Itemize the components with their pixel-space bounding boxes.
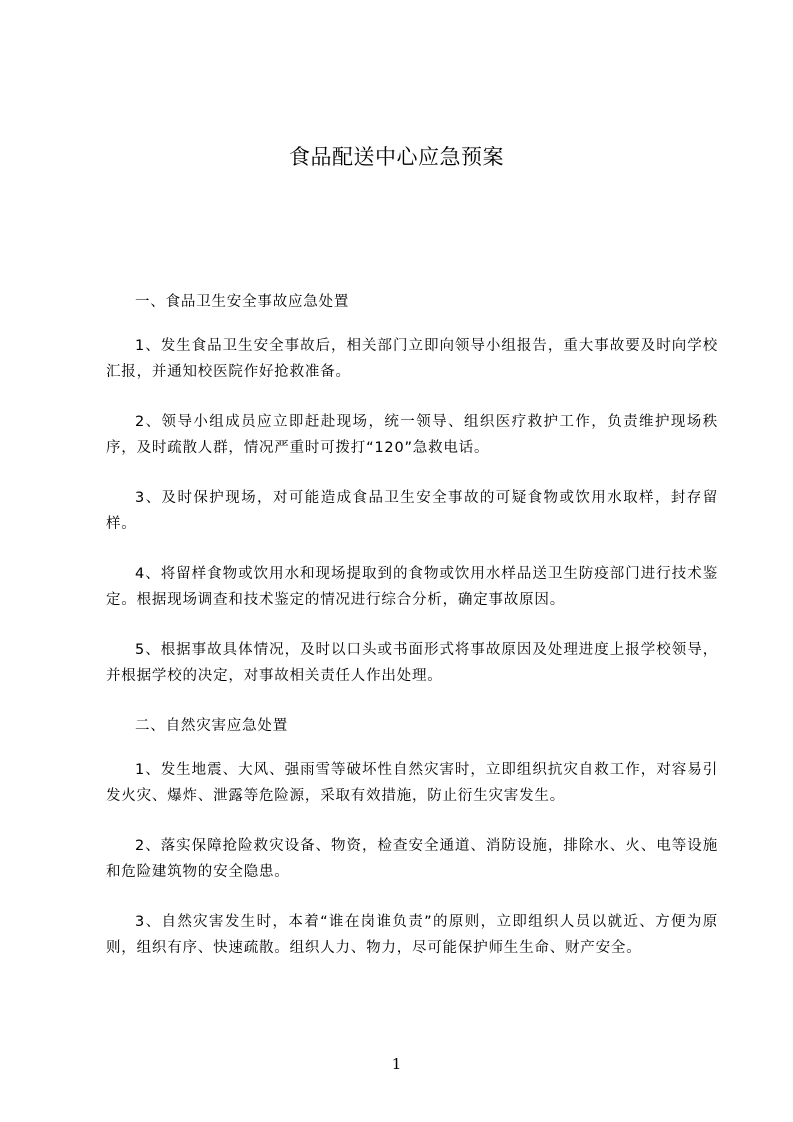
section-heading: 二、自然灾害应急处置 [135,718,288,734]
paragraph: 2、领导小组成员应立即赶赴现场，统一领导、组织医疗救护工作，负责维护现场秩序，及时疏散人群，情况严重时可拨打“120”急救电话。 [106,414,718,456]
page-number: 1 [391,1055,402,1073]
paragraph: 2、落实保障抢险救灾设备、物资，检查安全通道、消防设施，排除水、火、电等设施和危险建筑物的安全隐患。 [106,838,718,880]
document-title: 食品配送中心应急预案 [289,145,504,169]
paragraph: 1、发生食品卫生安全事故后，相关部门立即向领导小组报告，重大事故要及时向学校汇报，并通知校医院作好抢救准备。 [106,338,718,380]
paragraph: 3、及时保护现场，对可能造成食品卫生安全事故的可疑食物或饮用水取样，封存留样。 [106,490,718,532]
document-body [106,289,718,961]
paragraph: 3、自然灾害发生时，本着“谁在岗谁负责”的原则，立即组织人员以就近、方便为原则，组织有序、快速疏散。组织人力、物力，尽可能保护师生生命、财产安全。 [106,914,718,956]
section-heading: 一、食品卫生安全事故应急处置 [135,294,350,310]
paragraph: 4、将留样食物或饮用水和现场提取到的食物或饮用水样品送卫生防疫部门进行技术鉴定。根据现场调查和技术鉴定的情况进行综合分析，确定事故原因。 [106,566,718,608]
paragraph: 1、发生地震、大风、强雨雪等破坏性自然灾害时，立即组织抗灾自救工作，对容易引发火灾、爆炸、泄露等危险源，采取有效措施，防止衍生灾害发生。 [106,762,718,804]
paragraph: 5、根据事故具体情况，及时以口头或书面形式将事故原因及处理进度上报学校领导，并根据学校的决定，对事故相关责任人作出处理。 [106,642,718,684]
